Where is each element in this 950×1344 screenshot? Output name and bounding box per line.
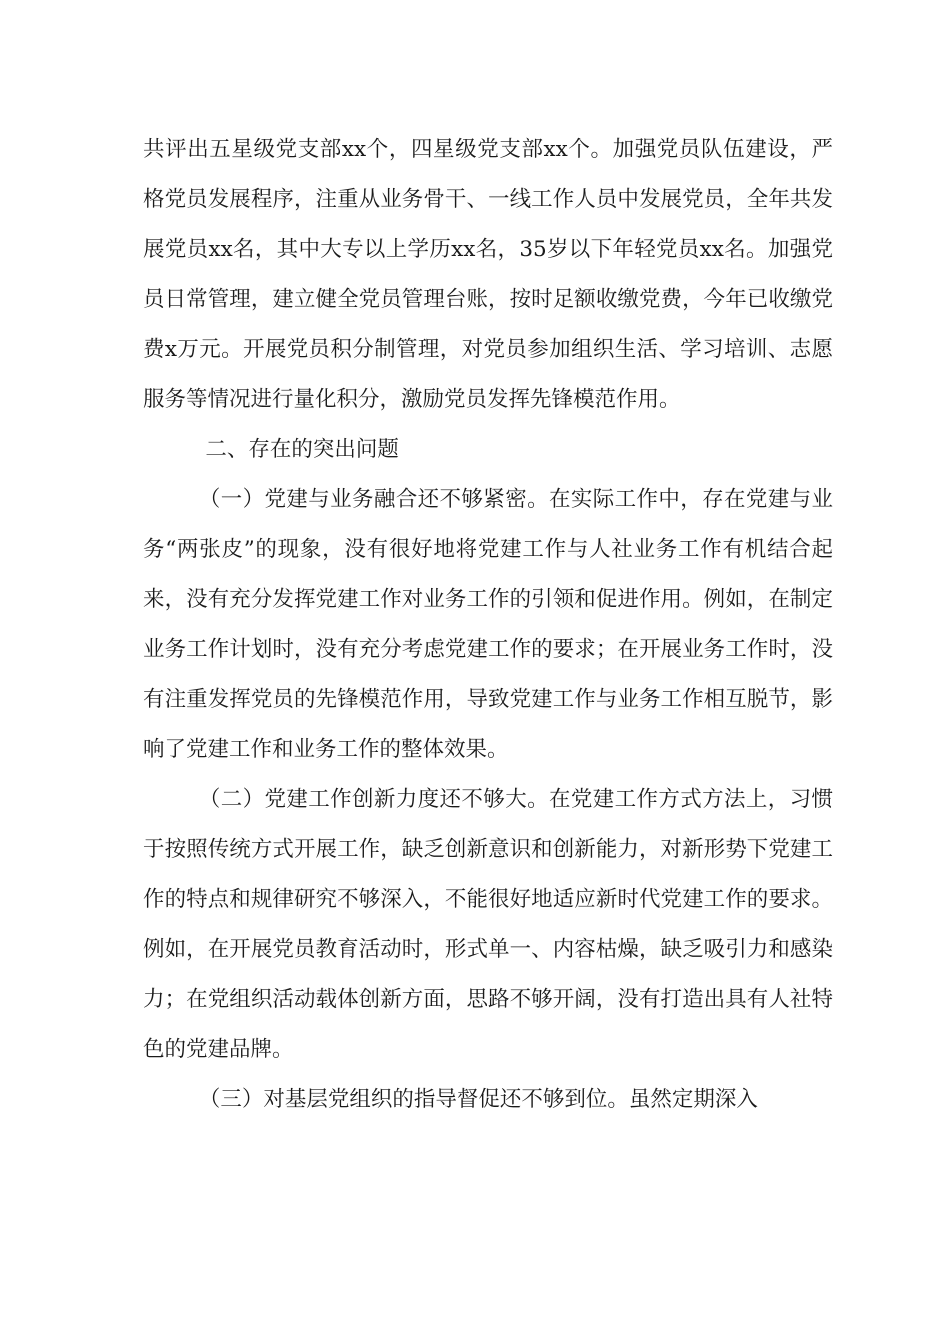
paragraph-problem-2: （二）党建工作创新力度还不够大。在党建工作方式方法上，习惯于按照传统方式开展工作，缺乏创新意识和创新能力，对新形势下党建工作的特点和规律研究不够深入，不能很好地适应新时代党建工作的要求。例如，在开展党员教育活动时，形式单一、内容枯燥，缺乏吸引力和感染力；在党组织活动载体创新方面，思路不够开阔，没有打造出具有人社特色的党建品牌。 xyxy=(143,787,833,1062)
document-body xyxy=(143,125,833,1125)
paragraph-continuation: 共评出五星级党支部xx个，四星级党支部xx个。加强党员队伍建设，严格党员发展程序，注重从业务骨干、一线工作人员中发展党员，全年共发展党员xx名，其中大专以上学历xx名，35岁以下年轻党员xx名。加强党员日常管理，建立健全党员管理台账，按时足额收缴党费，今年已收缴党费x万元。开展党员积分制管理，对党员参加组织生活、学习培训、志愿服务等情况进行量化积分，激励党员发挥先锋模范作用。 xyxy=(143,137,833,412)
section-heading-problems: 二、存在的突出问题 xyxy=(205,437,399,462)
paragraph-problem-1: （一）党建与业务融合还不够紧密。在实际工作中，存在党建与业务“两张皮”的现象，没有很好地将党建工作与人社业务工作有机结合起来，没有充分发挥党建工作对业务工作的引领和促进作用。例如，在制定业务工作计划时，没有充分考虑党建工作的要求；在开展业务工作时，没有注重发挥党员的先锋模范作用，导致党建工作与业务工作相互脱节，影响了党建工作和业务工作的整体效果。 xyxy=(143,487,833,762)
paragraph-problem-3: （三）对基层党组织的指导督促还不够到位。虽然定期深入 xyxy=(198,1087,758,1112)
